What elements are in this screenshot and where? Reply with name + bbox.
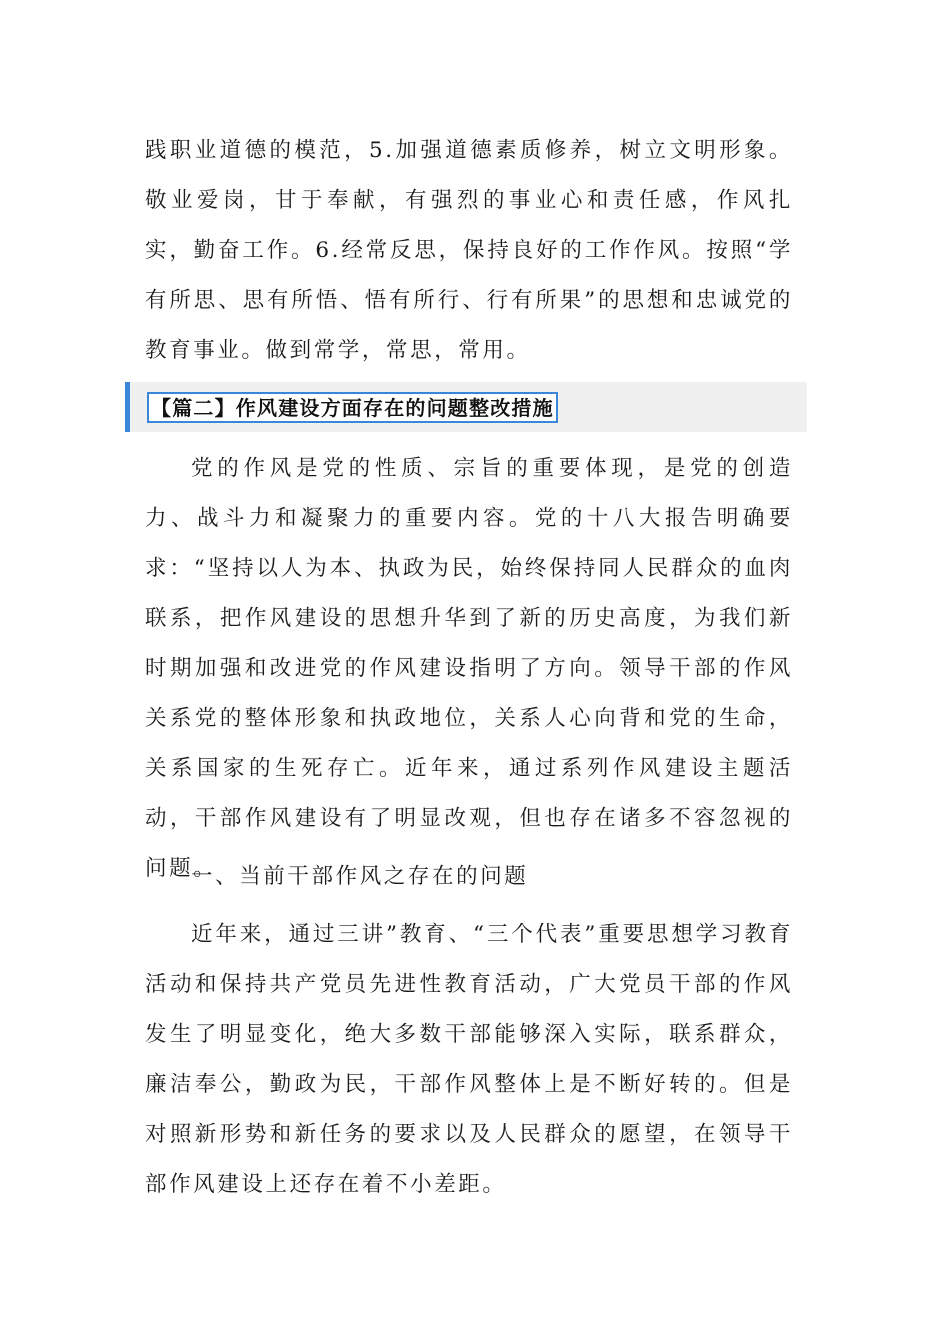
section-heading-bar <box>125 382 807 432</box>
paragraph-intro: 党的作风是党的性质、宗旨的重要体现，是党的创造力、战斗力和凝聚力的重要内容。党的十八大报告明确要求：“坚持以人为本、执政为民，始终保持同人民群众的血肉联系，把作风建设的思想升华到了新的历史高度，为我们新时期加强和改进党的作风建设指明了方向。领导干部的作风关系党的整体形象和执政地位，关系人心向背和党的生命，关系国家的生死存亡。近年来，通过系列作风建设主题活动，干部作风建设有了明显改观，但也存在诸多不容忽视的问题。 <box>145 456 793 881</box>
paragraph-problems: 近年来，通过三讲”教育、“三个代表”重要思想学习教育活动和保持共产党员先进性教育活动，广大党员干部的作风发生了明显变化，绝大多数干部能够深入实际，联系群众，廉洁奉公，勤政为民，干部作风整体上是不断好转的。但是对照新形势和新任务的要求以及人民群众的愿望，在领导干部作风建设上还存在着不小差距。 <box>145 922 793 1197</box>
paragraph-continuation: 践职业道德的模范，5.加强道德素质修养，树立文明形象。敬业爱岗，甘于奉献，有强烈的事业心和责任感，作风扎实，勤奋工作。6.经常反思，保持良好的工作作风。按照“学有所思、思有所悟、悟有所行、行有所果”的思想和忠诚党的教育事业。做到常学，常思，常用。 <box>145 138 793 363</box>
subheading-problems: 一、当前干部作风之存在的问题 <box>191 864 529 889</box>
section-heading: 【篇二】作风建设方面存在的问题整改措施 <box>147 392 558 423</box>
